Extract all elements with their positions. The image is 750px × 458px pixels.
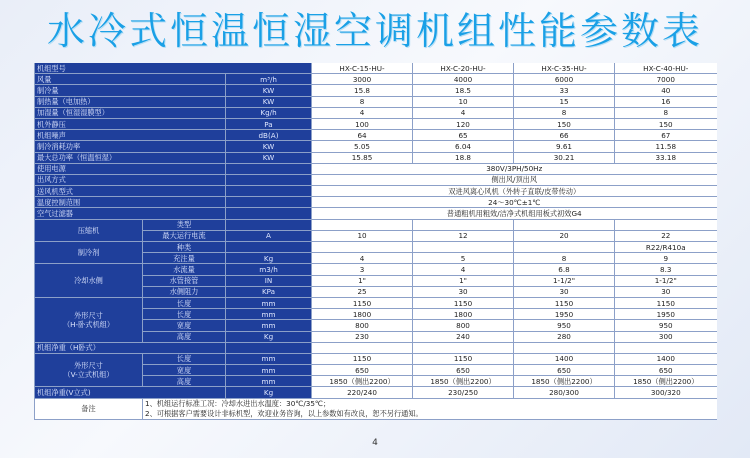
cell-value (312, 219, 413, 230)
table-row (35, 342, 717, 353)
row-unit (226, 219, 312, 230)
row-label: 风量 (35, 74, 226, 85)
cell-value: 1" (413, 275, 514, 286)
cell-value: 5.05 (312, 141, 413, 152)
row-label: 水流量 (143, 264, 226, 275)
table-row (35, 387, 717, 398)
cell-value: 650 (615, 365, 717, 376)
row-label: 类型 (143, 219, 226, 230)
cell-value: 1800 (312, 309, 413, 320)
cell-value: 300/320 (615, 387, 717, 398)
table-row (35, 96, 717, 107)
cell-value: 1400 (615, 353, 717, 364)
cell-value: 9 (615, 253, 717, 264)
cell-value: 4000 (413, 74, 514, 85)
cell-value: 3 (312, 264, 413, 275)
cell-value: 65 (413, 130, 514, 141)
cell-value: 15.85 (312, 152, 413, 163)
cell-value: 40 (615, 85, 717, 96)
table-row (35, 186, 717, 197)
spec-table (34, 63, 717, 420)
row-unit: KW (226, 141, 312, 152)
row-unit: A (226, 230, 312, 241)
cell-value (615, 342, 717, 353)
row-unit: KW (226, 85, 312, 96)
group-subtitle: （V-立式机组） (63, 370, 114, 380)
model-header: HX-C-40-HU- (615, 63, 717, 74)
row-unit: KPa (226, 286, 312, 297)
table-row (35, 74, 717, 85)
cell-value: 1-1/2" (514, 275, 615, 286)
table-row (35, 353, 717, 364)
cell-value: 8.3 (615, 264, 717, 275)
cell-value: 3000 (312, 74, 413, 85)
row-label: 水管接管 (143, 275, 226, 286)
cell-value: 650 (312, 365, 413, 376)
row-unit: IN (226, 275, 312, 286)
cell-value: 6.04 (413, 141, 514, 152)
cell-value: 1850（侧出2200） (413, 376, 514, 387)
cell-value: 150 (514, 118, 615, 129)
cell-value: 22 (615, 230, 717, 241)
table-row (35, 152, 717, 163)
row-label: 水侧阻力 (143, 286, 226, 297)
table-row (35, 264, 717, 275)
row-label: 制冷消耗功率 (35, 141, 226, 152)
note-line: 2、可根据客户需要设计非标机型，欢迎业务咨询，以上参数如有改良，恕不另行通知。 (145, 408, 423, 418)
cell-value: 100 (312, 118, 413, 129)
cell-value: 1150 (413, 353, 514, 364)
row-unit (226, 342, 312, 353)
cell-value: 67 (615, 130, 717, 141)
table-header-row (35, 63, 717, 74)
row-unit (226, 242, 312, 253)
cell-value (413, 219, 514, 230)
row-label: 机组净重（H卧式） (35, 342, 226, 353)
merged-value: 24～30℃±1℃ (312, 197, 717, 208)
cell-value: 25 (312, 286, 413, 297)
row-unit: Kg (226, 253, 312, 264)
cell-value (413, 242, 514, 253)
cell-value: 300 (615, 331, 717, 342)
cell-value: 10 (413, 96, 514, 107)
row-unit: KW (226, 152, 312, 163)
cell-value (312, 342, 413, 353)
cell-value: 1400 (514, 353, 615, 364)
row-label: 出风方式 (35, 174, 226, 185)
group-subtitle: （H-卧式机组） (62, 319, 115, 329)
table-row (35, 163, 717, 174)
table-row (35, 219, 717, 230)
row-unit: mm (226, 320, 312, 331)
group-title: 外形尺寸 (74, 310, 103, 320)
row-unit: mm (226, 309, 312, 320)
group-title: 制冷剂 (77, 248, 100, 258)
cell-value (514, 342, 615, 353)
row-label: 长度 (143, 297, 226, 308)
row-unit: Kg (226, 387, 312, 398)
row-label: 制热量（电加热） (35, 96, 226, 107)
row-label: 机组噪声 (35, 130, 226, 141)
cell-value: 650 (514, 365, 615, 376)
cell-value: 120 (413, 118, 514, 129)
table-row (35, 130, 717, 141)
table-row (35, 242, 717, 253)
row-unit: Kg (226, 331, 312, 342)
cell-value (514, 219, 615, 230)
table-row (35, 107, 717, 118)
cell-value: 6.8 (514, 264, 615, 275)
cell-value: 1-1/2" (615, 275, 717, 286)
row-unit: Kg/h (226, 107, 312, 118)
row-label: 最大总功率（恒温恒湿） (35, 152, 226, 163)
cell-value: 66 (514, 130, 615, 141)
cell-value: 30 (514, 286, 615, 297)
cell-value: 1150 (615, 297, 717, 308)
row-unit: m3/h (226, 264, 312, 275)
header-label: 机组型号 (35, 63, 312, 74)
page-title: 水冷式恒温恒湿空调机组性能参数表 (46, 9, 703, 53)
cell-value: 800 (312, 320, 413, 331)
cell-value: 6000 (514, 74, 615, 85)
row-group-label (35, 264, 143, 298)
cell-value: 4 (312, 253, 413, 264)
row-label: 宽度 (143, 320, 226, 331)
cell-value: 1850（侧出2200） (312, 376, 413, 387)
row-label: 最大运行电流 (143, 230, 226, 241)
merged-value: 普通粗机用粗效/洁净式机组用板式初效G4 (312, 208, 717, 219)
row-unit (226, 163, 312, 174)
model-header: HX-C-15-HU- (312, 63, 413, 74)
cell-value (312, 242, 413, 253)
cell-value: 950 (615, 320, 717, 331)
cell-value: 280 (514, 331, 615, 342)
row-group-label (35, 242, 143, 264)
cell-value: 8 (615, 107, 717, 118)
row-group-label (35, 353, 143, 387)
notes-label: 备注 (35, 398, 143, 419)
cell-value: 1800 (413, 309, 514, 320)
model-header: HX-C-20-HU- (413, 63, 514, 74)
cell-value: 280/300 (514, 387, 615, 398)
table-row (35, 208, 717, 219)
cell-value: 4 (413, 264, 514, 275)
cell-value: 230/250 (413, 387, 514, 398)
cell-value (615, 219, 717, 230)
merged-value: 双进风离心风机（外转子直联/皮带传动） (312, 186, 717, 197)
cell-value: 20 (514, 230, 615, 241)
cell-value: 16 (615, 96, 717, 107)
cell-value: 15.8 (312, 85, 413, 96)
row-unit: KW (226, 96, 312, 107)
group-title: 外形尺寸 (74, 361, 103, 371)
cell-value: 240 (413, 331, 514, 342)
merged-value: 侧出风/顶出风 (312, 174, 717, 185)
cell-value: 4 (413, 107, 514, 118)
row-unit: dB(A) (226, 130, 312, 141)
cell-value: 30 (615, 286, 717, 297)
cell-value: 950 (514, 320, 615, 331)
row-label: 使用电源 (35, 163, 226, 174)
cell-value: 8 (514, 253, 615, 264)
cell-value: 650 (413, 365, 514, 376)
row-label: 送风机型式 (35, 186, 226, 197)
row-unit (226, 197, 312, 208)
group-title: 压缩机 (77, 225, 100, 235)
cell-value: 15 (514, 96, 615, 107)
cell-value: 10 (312, 230, 413, 241)
cell-value: 30 (413, 286, 514, 297)
table-row (35, 118, 717, 129)
table-row (35, 174, 717, 185)
cell-value: 1150 (312, 353, 413, 364)
notes-text (143, 398, 717, 419)
row-label: 温度控制范围 (35, 197, 226, 208)
row-group-label (35, 219, 143, 241)
cell-value: 30.21 (514, 152, 615, 163)
row-label: 机外静压 (35, 118, 226, 129)
cell-value: 1150 (514, 297, 615, 308)
row-unit (226, 186, 312, 197)
cell-value: 1950 (615, 309, 717, 320)
table-row (35, 85, 717, 96)
row-unit: m³/h (226, 74, 312, 85)
row-label: 高度 (143, 331, 226, 342)
row-unit: Pa (226, 118, 312, 129)
model-header: HX-C-35-HU- (514, 63, 615, 74)
notes-row (35, 398, 717, 419)
cell-value: 33.18 (615, 152, 717, 163)
row-label: 宽度 (143, 365, 226, 376)
table-row (35, 297, 717, 308)
cell-value: 1950 (514, 309, 615, 320)
table-row (35, 197, 717, 208)
table-row (35, 141, 717, 152)
cell-value: 33 (514, 85, 615, 96)
cell-value: 18.5 (413, 85, 514, 96)
row-label: 长度 (143, 309, 226, 320)
cell-value: 220/240 (312, 387, 413, 398)
cell-value: 9.61 (514, 141, 615, 152)
row-unit: mm (226, 297, 312, 308)
cell-value: 5 (413, 253, 514, 264)
row-unit: mm (226, 353, 312, 364)
cell-value: 1150 (312, 297, 413, 308)
row-unit (226, 174, 312, 185)
cell-value: 7000 (615, 74, 717, 85)
row-unit: mm (226, 365, 312, 376)
cell-value: R22/R410a (615, 242, 717, 253)
row-unit: mm (226, 376, 312, 387)
cell-value (514, 242, 615, 253)
page-number: 4 (372, 438, 378, 448)
row-label: 加湿量（恒湿湿膜型） (35, 107, 226, 118)
cell-value: 1850（侧出2200） (514, 376, 615, 387)
cell-value: 1850（侧出2200） (615, 376, 717, 387)
cell-value: 4 (312, 107, 413, 118)
cell-value (413, 342, 514, 353)
row-label: 长度 (143, 353, 226, 364)
row-unit (226, 208, 312, 219)
cell-value: 230 (312, 331, 413, 342)
cell-value: 18.8 (413, 152, 514, 163)
row-label: 充注量 (143, 253, 226, 264)
cell-value: 1" (312, 275, 413, 286)
cell-value: 8 (514, 107, 615, 118)
cell-value: 1150 (413, 297, 514, 308)
row-group-label (35, 297, 143, 342)
cell-value: 64 (312, 130, 413, 141)
row-label: 空气过滤器 (35, 208, 226, 219)
cell-value: 11.58 (615, 141, 717, 152)
group-title: 冷却水侧 (74, 276, 103, 286)
merged-value: 380V/3PH/50Hz (312, 163, 717, 174)
cell-value: 12 (413, 230, 514, 241)
cell-value: 150 (615, 118, 717, 129)
row-label: 种类 (143, 242, 226, 253)
row-label: 制冷量 (35, 85, 226, 96)
cell-value: 8 (312, 96, 413, 107)
row-label: 机组净重(V立式) (35, 387, 226, 398)
cell-value: 800 (413, 320, 514, 331)
row-label: 高度 (143, 376, 226, 387)
note-line: 1、机组运行标准工况：冷却水进出水温度：30℃/35℃； (145, 398, 331, 408)
